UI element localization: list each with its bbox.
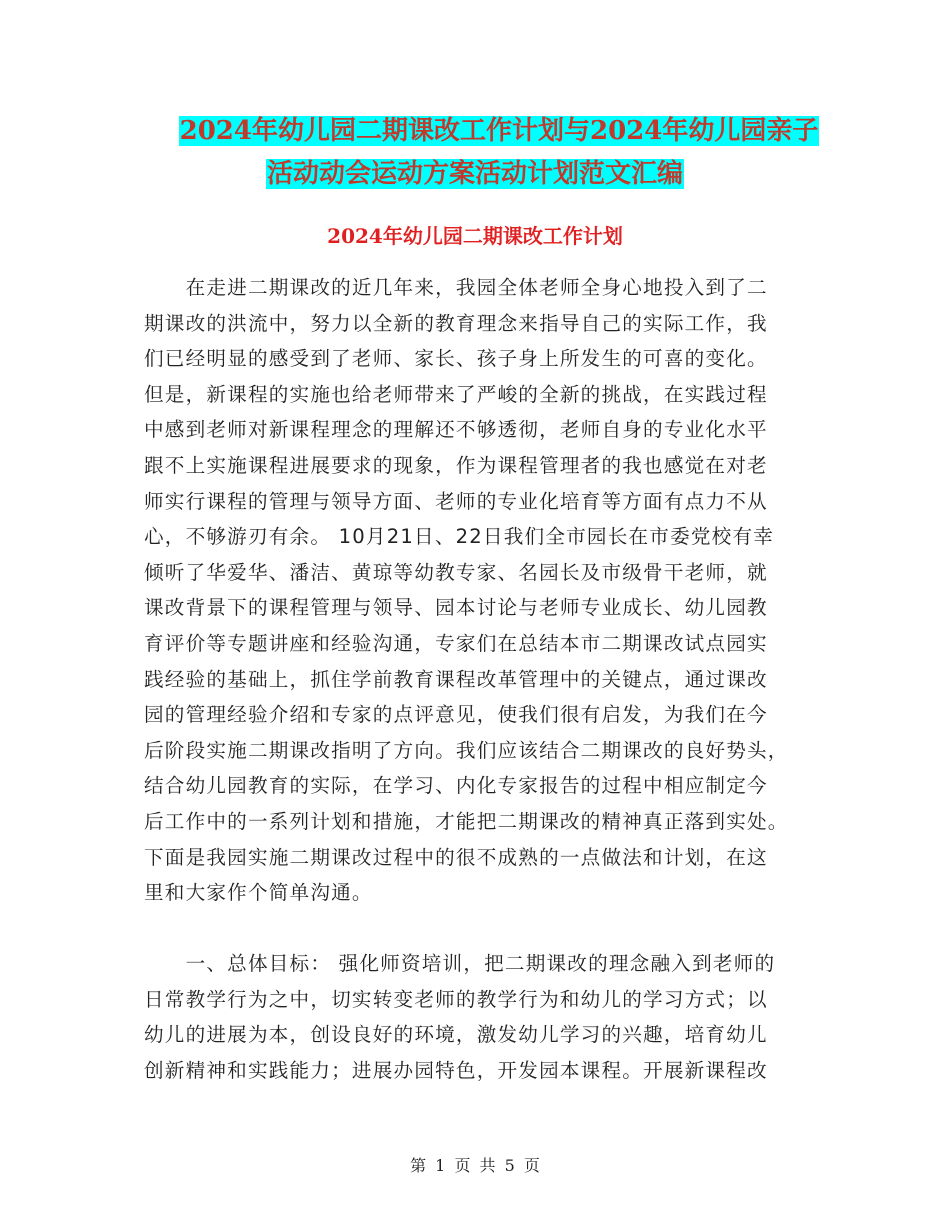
text-line: 师实行课程的管理与领导方面、老师的专业化培育等方面有点力不从 [144, 489, 768, 513]
text-line: 一、总体目标： 强化师资培训，把二期课改的理念融入到老师的 [144, 952, 776, 975]
paragraph-general-goal [144, 946, 810, 1088]
document-title-line-2 [0, 153, 950, 195]
title-highlight-1: 2024年幼儿园二期课改工作计划与2024年幼儿园亲子 [179, 116, 819, 146]
text-line: 幼儿的进展为本，创设良好的环境，激发幼儿学习的兴趣，培育幼儿 [144, 1023, 768, 1047]
title-highlight-2: 活动动会运动方案活动计划范文汇编 [266, 159, 683, 189]
paragraph-intro [144, 270, 810, 911]
text-line: 心，不够游刃有余。 10月21日、22日我们全市园长在市委党校有幸 [144, 525, 775, 549]
text-line: 践经验的基础上，抓住学前教育课程改革管理中的关键点，通过课改 [144, 667, 768, 691]
text-line: 园的管理经验介绍和专家的点评意见，使我们很有启发，为我们在今 [144, 703, 768, 727]
text-line: 跟不上实施课程进展要求的现象，作为课程管理者的我也感觉在对老 [144, 453, 768, 477]
text-line: 但是，新课程的实施也给老师带来了严峻的全新的挑战，在实践过程 [144, 382, 768, 406]
text-line: 创新精神和实践能力；进展办园特色，开发园本课程。开展新课程改 [144, 1058, 768, 1082]
text-line: 结合幼儿园教育的实际，在学习、内化专家报告的过程中相应制定今 [144, 774, 768, 798]
text-line: 们已经明显的感受到了老师、家长、孩子身上所发生的可喜的变化。 [144, 347, 768, 371]
text-line: 后阶段实施二期课改指明了方向。我们应该结合二期课改的良好势头， [144, 738, 789, 762]
text-line: 课改背景下的课程管理与领导、园本讨论与老师专业成长、幼儿园教 [144, 596, 768, 620]
text-line: 在走进二期课改的近几年来，我园全体老师全身心地投入到了二 [144, 276, 768, 299]
text-line: 后工作中的一系列计划和措施，才能把二期课改的精神真正落到实处。 [144, 809, 789, 833]
text-line: 里和大家作个简单沟通。 [144, 881, 373, 905]
text-line: 中感到老师对新课程理念的理解还不够透彻，老师自身的专业化水平 [144, 418, 768, 442]
text-line: 倾听了华爱华、潘洁、黄琼等幼教专家、名园长及市级骨干老师，就 [144, 560, 768, 584]
page-footer: 第 1 页 共 5 页 [410, 1156, 540, 1175]
text-line: 日常教学行为之中，切实转变老师的教学行为和幼儿的学习方式；以 [144, 987, 768, 1011]
document-title-line-1 [24, 110, 950, 152]
text-line: 期课改的洪流中，努力以全新的教育理念来指导自己的实际工作，我 [144, 311, 768, 335]
text-line: 下面是我园实施二期课改过程中的很不成熟的一点做法和计划，在这 [144, 845, 768, 869]
section-title: 2024年幼儿园二期课改工作计划 [327, 224, 623, 248]
text-line: 育评价等专题讲座和经验沟通，专家们在总结本市二期课改试点园实 [144, 631, 768, 655]
